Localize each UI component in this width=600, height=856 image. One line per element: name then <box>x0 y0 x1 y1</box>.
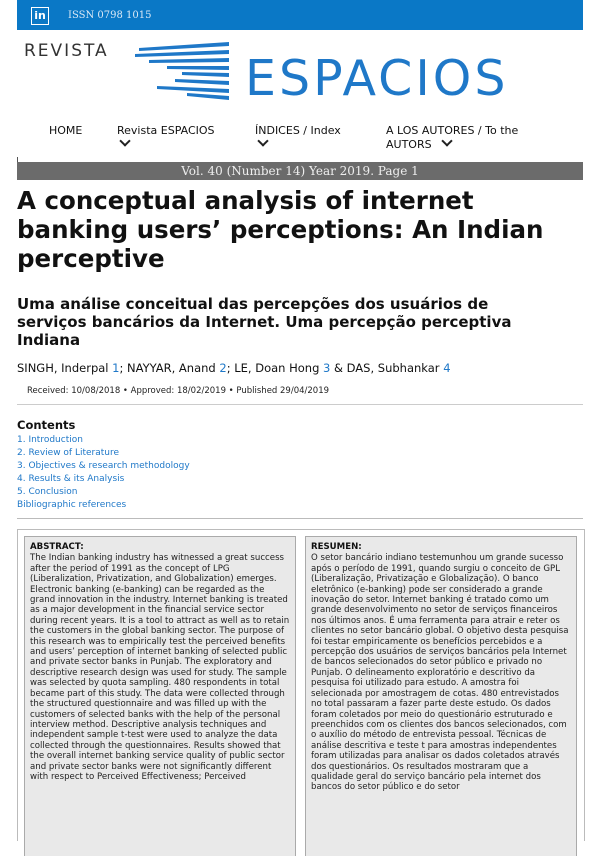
article-title: A conceptual analysis of internet banking users’ perceptions: An Indian perceptive <box>17 186 544 273</box>
logo-espacios-text: ESPACIOS <box>245 50 509 107</box>
table-of-contents <box>17 418 190 512</box>
author-name: LE, Doan Hong <box>234 361 324 375</box>
chevron-down-icon <box>257 135 268 146</box>
contents-heading: Contents <box>17 418 76 432</box>
toc-link-conclusion[interactable]: 5. Conclusion <box>17 487 78 497</box>
nav-autores[interactable] <box>386 124 518 151</box>
toc-link-objectives[interactable]: 3. Objectives & research methodology <box>17 461 190 471</box>
resumen-heading: RESUMEN: <box>311 542 362 552</box>
main-nav <box>17 115 583 160</box>
author-ref-link[interactable]: 3 <box>323 361 331 375</box>
authors-line <box>17 361 451 375</box>
author-name: DAS, Subhankar <box>346 361 444 375</box>
resumen-text: O setor bancário indiano testemunhou um grande sucesso após o período de 1991, quando surgiu o conceito de GPL (Liberalização, Privatização e Globalização). O banco eletrônico (e-banking) pode ser considerado a grande inovação do setor. Internet banking é tratado como um grande desenvolvimento no setor de serviços financeiros nos últimos anos. É uma ferramenta para atrair e reter os clientes no setor bancário global. O objetivo desta pesquisa foi testar empiricamente os benefícios percebidos e a percepção dos usuários de serviços bancários pela Internet de bancos selecionados do setor público e privado no Punjab. O delineamento exploratório e descritivo da pesquisa foi utilizado para estudo. A amostra foi selecionada por amostragem de cotas. 480 entrevistados no total passaram a fazer parte deste estudo. Os dados foram coletados por meio do questionário estruturado e preenchidos com os clientes dos bancos selecionados, com o auxílio do método de entrevista pessoal. Técnicas de análise descritiva e teste t para amostras independentes foram utilizadas para analisar os dados coletados através dos questionários. Os resultados mostraram que a qualidade geral do serviço bancário pela internet dos bancos do setor público e do setor <box>311 553 569 793</box>
nav-autores-label-line1: A LOS AUTORES / To the <box>386 124 519 137</box>
nav-indices[interactable] <box>255 124 341 151</box>
nav-autores-label-line2: AUTORS <box>386 138 432 151</box>
volume-bar: Vol. 40 (Number 14) Year 2019. Page 1 <box>17 162 583 180</box>
logo-revista-text: REVISTA <box>24 41 109 61</box>
abstract-column <box>24 536 296 856</box>
resumen-column <box>305 536 577 856</box>
linkedin-icon[interactable]: in <box>31 7 49 25</box>
article-subtitle: Uma análise conceitual das percepções dos usuários de serviços bancários da Internet. Uma percepção perceptiva Indiana <box>17 295 512 349</box>
top-bar <box>17 0 583 30</box>
toc-link-review[interactable]: 2. Review of Literature <box>17 448 120 458</box>
divider <box>17 518 583 519</box>
toc-link-results[interactable]: 4. Results & its Analysis <box>17 474 125 484</box>
chevron-down-icon <box>119 135 130 146</box>
toc-link-introduction[interactable]: 1. Introduction <box>17 435 83 445</box>
nav-home[interactable]: HOME <box>49 124 83 137</box>
author-name: NAYYAR, Anand <box>127 361 220 375</box>
issn-label: ISSN 0798 1015 <box>68 10 152 21</box>
nav-revista[interactable] <box>117 124 215 151</box>
abstract-heading: ABSTRACT: <box>30 542 84 552</box>
divider <box>17 404 583 405</box>
author-separator: & <box>330 361 347 375</box>
author-separator: ; <box>119 361 128 375</box>
author-ref-link[interactable]: 2 <box>219 361 227 375</box>
author-separator: ; <box>226 361 235 375</box>
abstract-box <box>17 529 585 841</box>
nav-indices-label: ÍNDICES / Index <box>255 124 341 137</box>
site-logo[interactable] <box>17 30 583 115</box>
abstract-text: The Indian banking industry has witnessed a great success after the period of 1991 as the concept of LPG (Liberalization, Privatization, and Globalization) emerges. Electronic banking (e-banking) can be regarded as the grand innovation in the industry. Internet banking is treated as a major development in the financial service sector during recent years. It is a tool to attract as well as to retain the customers in the global banking sector. The purpose of this research was to empirically test the perceived benefits and users’ perception of internet banking of selected public and private sector banks in Punjab. The exploratory and descriptive research design was used for study. The sample was selected by quota sampling. 480 respondents in total became part of this study. The data were collected through the structured questionnaire and was filled up with the customers of selected banks with the help of the personal interview method. Descriptive analysis techniques and independent sample t-test were used to analyze the data collected through the questionnaires. Results showed that the overall internet banking service quality of public sector and private sector banks were not significantly different with respect to Perceived Effectiveness; Perceived <box>30 553 290 782</box>
author-ref-link[interactable]: 1 <box>112 361 120 375</box>
toc-link-references[interactable]: Bibliographic references <box>17 500 127 510</box>
nav-revista-label: Revista ESPACIOS <box>117 124 215 137</box>
author-ref-link[interactable]: 4 <box>443 361 451 375</box>
chevron-down-icon <box>441 135 452 146</box>
publication-dates: Received: 10/08/2018 • Approved: 18/02/2019 • Published 29/04/2019 <box>27 386 330 396</box>
author-name: SINGH, Inderpal <box>17 361 113 375</box>
